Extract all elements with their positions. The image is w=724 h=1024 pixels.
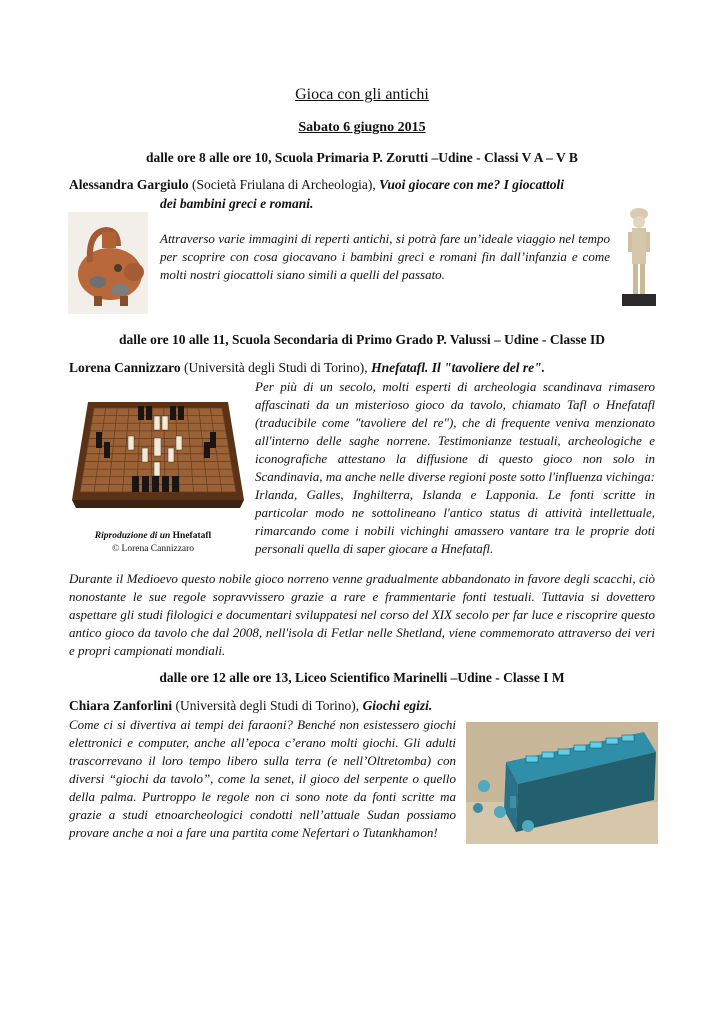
image-caption (68, 530, 238, 556)
terracotta-pig-toy-image (68, 212, 148, 314)
session-3-speaker: Chiara Zanforlini (69, 698, 173, 713)
hnefatafl-board-image (68, 392, 248, 516)
session-2-speaker: Lorena Cannizzaro (69, 360, 181, 375)
session-3-heading: dalle ore 12 alle ore 13, Liceo Scientifico Marinelli –Udine - Classe I M (159, 670, 565, 685)
caption-name: Hnefatafl (172, 531, 212, 541)
session-1-text: Attraverso varie immagini di reperti antichi, si potrà fare un’ideale viaggio nel tempo per scoprire con cosa giocavano i bambini greci e romani fin dall’infanzia e come molti nostri giocattoli siano simili a quelli del passato. (160, 231, 610, 282)
session-2-text-side: Per più di un secolo, molti esperti di archeologia scandinava rimasero affascinati da un misterioso gioco da tavolo, chiamato Tafl o Hnefatafl (traducibile come "tavoliere del re"), che di frequente veniva menzionato all'interno delle saghe norrene. Testimonianze testuali, archeologiche e iconografiche attestano la diffusione di questo gioco non solo in Scandinavia, ma anche nelle diverse regioni poste sotto l'influenza vichinga: Irlanda, Galles, Inghilterra, Islanda e Lapponia. Le fonti scritte in particolar modo ne sottolineano l'antico status di attività intellettuale, rimarcando come i nobili vichinghi amassero vantare tra le proprie doti personali quella di saper giocare a Hnefatafl. (255, 379, 655, 556)
caption-credit: © Lorena Cannizzaro (111, 544, 195, 554)
session-1-speaker: Alessandra Gargiulo (69, 177, 189, 192)
session-1-heading: dalle ore 8 alle ore 10, Scuola Primaria P. Zorutti –Udine - Classi V A – V B (146, 150, 578, 165)
session-2-talk-title: Hnefatafl. Il "tavoliere del re". (371, 360, 546, 375)
session-1-talk-title-cont: dei bambini greci e romani. (160, 196, 314, 211)
session-2-affiliation: (Università degli Studi di Torino), (184, 360, 368, 375)
session-1-affiliation: (Società Friulana di Archeologia), (192, 177, 376, 192)
caption-prefix: Riproduzione di un (94, 531, 171, 541)
egyptian-senet-board-image (466, 722, 658, 844)
page-title: Gioca con gli antichi (295, 86, 429, 103)
session-1-speaker-line (69, 177, 564, 193)
session-2-text-full: Durante il Medioevo questo nobile gioco norreno venne gradualmente abbandonato in favore degli scacchi, ciò nonostante le sue regole sopravvissero grazie a rare e frammentarie fonti testuali. Tuttavia si dovettero aspettare gli studi filologici e documentari sviluppatesi nel corso del XIX secolo per far luce e riscoprire questo antico gioco da tavolo che dal 2008, nell'isola di Fetlar nelle Shetland, viene commemorato attraverso dei veri e propri campionati mondiali. (69, 571, 655, 658)
session-2-speaker-line (69, 360, 545, 376)
session-3-speaker-line (69, 698, 432, 714)
terracotta-doll-image (622, 206, 656, 306)
session-1-talk-title: Vuoi giocare con me? I giocattoli (379, 177, 564, 192)
event-date: Sabato 6 giugno 2015 (298, 120, 426, 135)
session-2-heading: dalle ore 10 alle 11, Scuola Secondaria di Primo Grado P. Valussi – Udine - Classe ID (118, 332, 606, 347)
session-3-talk-title: Giochi egizi. (362, 698, 433, 713)
session-3-text: Come ci si divertiva ai tempi dei faraoni? Benché non esistessero giochi elettronici e computer, anche all’epoca c’erano molti giochi. Gli adulti trascorrevano il loro tempo libero sulla terra (e nell’Oltretomba) con diversi “giochi da tavolo”, come la senet, il gioco del serpente o quello della palma. Purtroppo le regole non ci sono note da fonti scritte ma grazie a studi etnoarcheologici condotti nell’attuale Sudan possiamo provare anche a noi a fare una partita come Nefertari o Tutankhamon! (69, 717, 456, 840)
session-3-affiliation: (Università degli Studi di Torino), (175, 698, 360, 713)
